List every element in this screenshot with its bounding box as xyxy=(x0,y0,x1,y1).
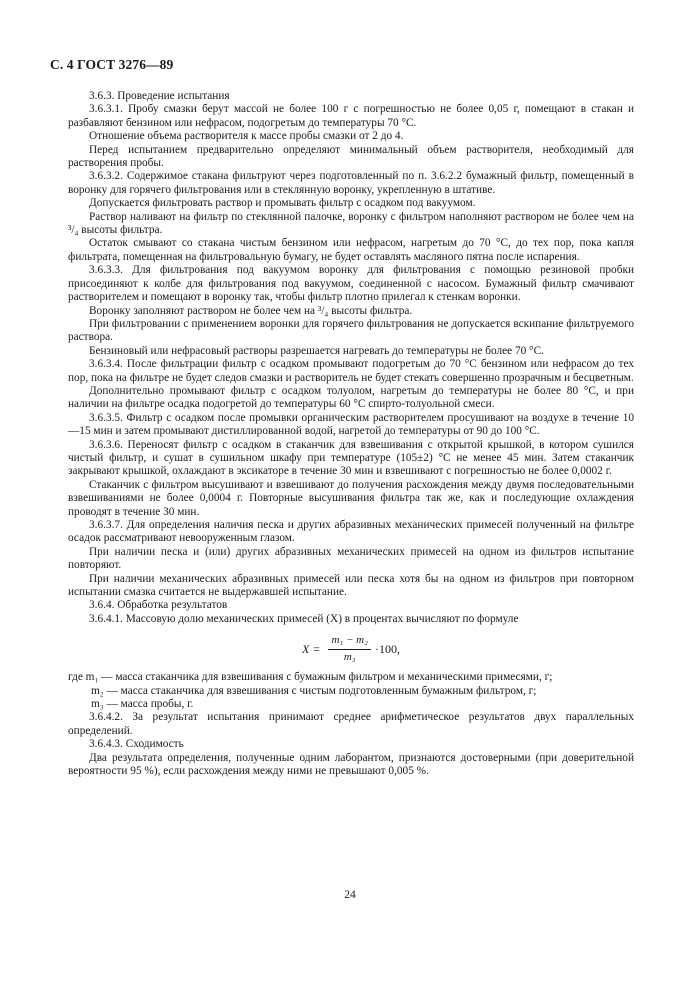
paragraph: 3.6.3.5. Фильтр с осадком после промывки органическим растворителем просушивают на воздухе в течение 10—15 мин и затем промывают дистиллированной водой, нагретой до температуры от 90 до 100 °С. xyxy=(68,411,634,438)
paragraph: 3.6.3.4. После фильтрации фильтр с осадком промывают подогретым до 70 °С бензином или нефрасом до тех пор, пока на фильтре не будет следов смазки и растворитель не будет стекать совершенно прозрачным и бесцветным. xyxy=(68,358,634,384)
definition-item: m₂ — масса стаканчика для взвешивания с чистым подготовленным бумажным фильтром, г; xyxy=(91,684,537,697)
formula-numerator: m₁ − m₂ xyxy=(328,634,370,649)
formula-tail: ·100, xyxy=(374,641,400,656)
paragraph: Дополнительно промывают фильтр с осадком толуолом, нагретым до температуры не более 80 °С, и при наличии на фильтре осадка подогретой до температуры 60 °С спирто-толуольной смеси. xyxy=(68,384,634,411)
paragraph: При наличии песка и (или) других абразивных механических примесей на одном из фильтров испытание повторяют. xyxy=(68,545,634,572)
section-heading: 3.6.3. Проведение испытания xyxy=(89,90,230,102)
paragraph: Стаканчик с фильтром высушивают и взвешивают до получения расхождения между двумя последовательными взвешиваниями не более 0,0004 г. Повторные высушивания фильтра так же, как и последующие охлаждения проводят в течение 30 мин. xyxy=(68,478,634,518)
paragraph: Воронку заполняют раствором не более чем на ³/₄ высоты фильтра. xyxy=(89,304,413,317)
definition-item: где m₁ — масса стаканчика для взвешивания с бумажным фильтром и механическими примесями, г; xyxy=(68,671,553,684)
section-heading: 3.6.4.3. Сходимость xyxy=(89,738,184,751)
paragraph: При наличии механических абразивных примесей или песка хотя бы на одном из фильтров при повторном испытании смазка считается не выдержавшей испытание. xyxy=(68,572,634,599)
paragraph: Раствор наливают на фильтр по стеклянной палочке, воронку с фильтром наполняют раствором не более чем на ³/₄ высоты фильтра. xyxy=(68,210,634,237)
paragraph: 3.6.3.6. Переносят фильтр с осадком в стаканчик для взвешивания с открытой крышкой, в котором сушился чистый фильтр, и сушат в сушильном шкафу при температуре (105±2) °С не менее 45 мин. Затем стаканчик закрывают крышкой, охлаждают в эксикаторе в течение 30 мин и взвешивают с погрешностью не более 0,0002 г. xyxy=(68,438,634,478)
page-header: С. 4 ГОСТ 3276—89 xyxy=(50,57,174,72)
paragraph: Бензиновый или нефрасовый растворы разрешается нагревать до температуры не более 70 °С. xyxy=(89,344,544,357)
paragraph: Остаток смывают со стакана чистым бензином или нефрасом, нагретым до 70 °С, до тех пор, пока капля фильтрата, помещенная на фильтровальную бумагу, не будет оставлять масляного пятна после испарения. xyxy=(68,237,634,263)
paragraph: 3.6.3.1. Пробу смазки берут массой не более 100 г с погрешностью не более 0,05 г, помещают в стакан и разбавляют бензином или нефрасом, подогретым до температуры 70 °С. xyxy=(68,103,634,129)
paragraph: Два результата определения, полученные одним лаборантом, признаются достоверными (при доверительной вероятности 95 %), если расхождения между ними не превышают 0,005 %. xyxy=(68,751,634,778)
paragraph: 3.6.4.2. За результат испытания принимают среднее арифметическое результатов двух параллельных определений. xyxy=(68,711,634,737)
paragraph: Перед испытанием предварительно определяют минимальный объем растворителя, необходимый для растворения пробы. xyxy=(68,143,634,170)
page-number: 24 xyxy=(344,889,356,901)
formula-fraction xyxy=(328,634,370,664)
paragraph: Допускается фильтровать раствор и промывать фильтр с осадком под вакуумом. xyxy=(89,197,476,210)
formula-definitions xyxy=(68,671,634,711)
formula-denominator: m₃ xyxy=(343,650,356,663)
formula-lhs: X = xyxy=(302,641,321,656)
paragraph: При фильтровании с применением воронки для горячего фильтрования не допускается вскипание фильтруемого раствора. xyxy=(68,317,634,344)
definition-item: m₃ — масса пробы, г. xyxy=(91,698,194,711)
section-heading: 3.6.4. Обработка результатов xyxy=(89,599,228,612)
formula xyxy=(68,632,634,666)
document-body xyxy=(68,90,634,779)
paragraph: 3.6.4.1. Массовую долю механических примесей (X) в процентах вычисляют по формуле xyxy=(89,612,519,625)
paragraph: 3.6.3.2. Содержимое стакана фильтруют через подготовленный по п. 3.6.2.2 бумажный фильтр, помещенный в воронку для горячего фильтрования или в стеклянную воронку, укрепленную в штативе. xyxy=(68,170,634,196)
paragraph: 3.6.3.3. Для фильтрования под вакуумом воронку для фильтрования с помощью резиновой пробки присоединяют к колбе для фильтрования под вакуумом, соединенной с насосом. Бумажный фильтр смачивают растворителем и помещают в воронку так, чтобы фильтр плотно прилегал к стенкам воронки. xyxy=(68,264,634,304)
paragraph: 3.6.3.7. Для определения наличия песка и других абразивных механических примесей полученный на фильтре осадок рассматривают невооруженным глазом. xyxy=(68,519,634,545)
paragraph: Отношение объема растворителя к массе пробы смазки от 2 до 4. xyxy=(89,130,404,143)
